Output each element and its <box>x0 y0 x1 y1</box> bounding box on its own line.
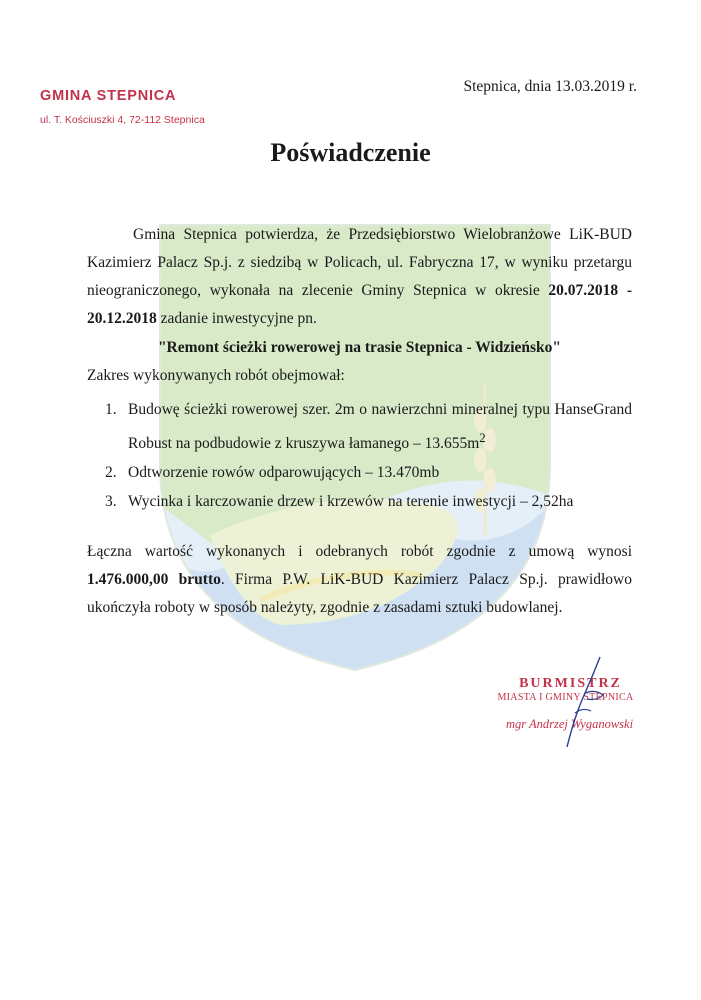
scope-intro: Zakres wykonywanych robót obejmował: <box>87 367 345 384</box>
paragraph-text-end: zadanie inwestycyjne pn. <box>156 310 317 327</box>
list-number: 1. <box>105 401 117 418</box>
stamp-name: mgr Andrzej Wyganowski <box>505 717 634 731</box>
stamp-subtitle: MIASTA I GMINY STEPNICA <box>497 692 634 703</box>
list-number: 2. <box>105 464 117 482</box>
organization-address: ul. T. Kościuszki 4, 72-112 Stepnica <box>40 114 205 126</box>
works-list <box>105 396 632 517</box>
list-item-text: Budowę ścieżki rowerowej szer. 2m o nawierzchni mineralnej typu HanseGrand Robust na podbudowie z kruszywa łamanego – 13.655m <box>128 401 632 453</box>
contract-period: 20.07.2018 - 20.12.2018 <box>87 282 632 327</box>
contract-value: 1.476.000,00 brutto <box>87 571 221 588</box>
list-item-text: Wycinka i karczowanie drzew i krzewów na terenie inwestycji – 2,52ha <box>128 493 574 511</box>
document-title: Poświadczenie <box>270 138 431 167</box>
stamp-title: BURMISTRZ <box>519 676 622 691</box>
project-name: "Remont ścieżki rowerowej na trasie Stepnica - Widzieńsko" <box>157 339 562 356</box>
list-item-text: Odtworzenie rowów odparowujących – 13.470mb <box>128 464 440 482</box>
list-item <box>105 488 632 516</box>
list-number: 3. <box>105 493 117 511</box>
letterhead <box>40 88 205 126</box>
unit-superscript: 2 <box>479 430 486 445</box>
list-item <box>105 396 632 458</box>
date-line: Stepnica, dnia 13.03.2019 r. <box>463 78 637 95</box>
confirmation-paragraph <box>87 221 632 333</box>
handwritten-signature <box>545 655 615 750</box>
paragraph-text-end: . Firma P.W. LiK-BUD Kazimierz Palacz Sp.j. prawidłowo ukończyła roboty w sposób należyty, zgodnie z zasadami sztuki budowlanej. <box>87 571 632 616</box>
paragraph-text: Łączna wartość wykonanych i odebranych robót zgodnie z umową wynosi <box>87 543 632 560</box>
paragraph-text: Gmina Stepnica potwierdza, że Przedsiębiorstwo Wielobranżowe LiK-BUD Kazimierz Palacz Sp.j. z siedzibą w Policach, ul. Fabryczna 17, w wyniku przetargu nieograniczonego, wykonała na zlecenie Gminy Stepnica w okresie <box>87 226 632 299</box>
list-item <box>105 459 632 487</box>
organization-name: GMINA STEPNICA <box>40 88 177 104</box>
value-paragraph <box>87 538 632 622</box>
